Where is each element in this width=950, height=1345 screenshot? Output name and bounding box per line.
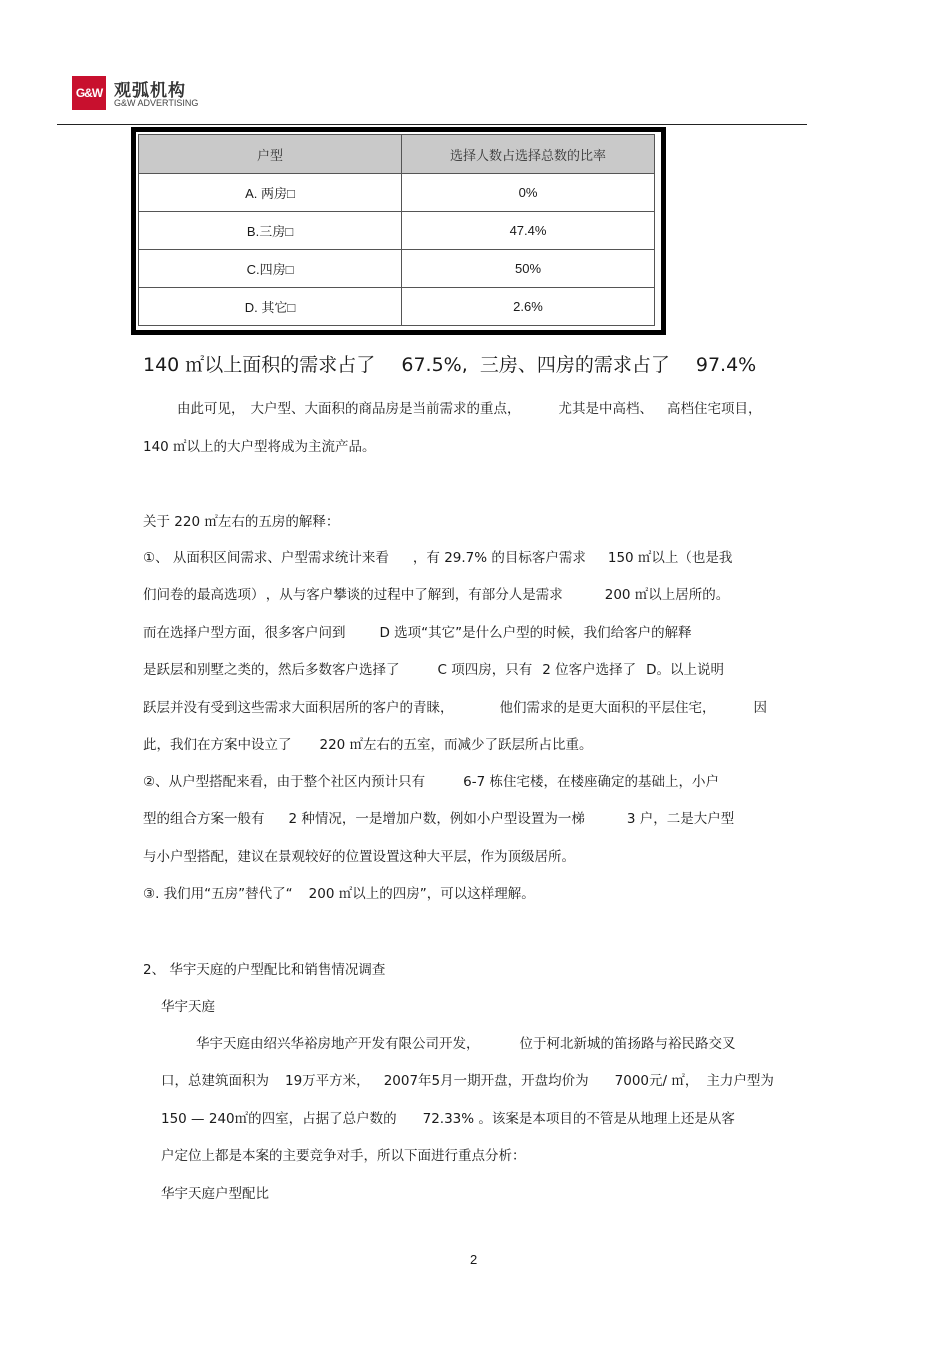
paragraph-line: 140 ㎡以上的大户型将成为主流产品。 xyxy=(143,439,376,455)
cell-type: B.三房□ xyxy=(139,212,402,250)
header-logo xyxy=(72,76,272,116)
paragraph-line: 150 — 240㎡的四室，占据了总户数的 72.33% 。该案是本项目的不管是从地理上还是从客 xyxy=(161,1111,735,1127)
table-row xyxy=(139,250,655,288)
paragraph-line: ②、从户型搭配来看，由于整个社区内预计只有 6-7 栋住宅楼，在楼座确定的基础上，小户 xyxy=(143,774,719,790)
summary-headline: 140 ㎡以上面积的需求占了 67.5%, 三房、四房的需求占了 97.4% xyxy=(143,354,757,376)
paragraph-line: ③. 我们用“五房”替代了“ 200 ㎡以上的四房”，可以这样理解。 xyxy=(143,886,535,902)
paragraph-line: 此，我们在方案中设立了 220 ㎡左右的五室，而减少了跃层所占比重。 xyxy=(143,737,593,753)
table-row xyxy=(139,288,655,326)
header-ratio: 选择人数占选择总数的比率 xyxy=(402,135,655,174)
paragraph-line: 而在选择户型方面，很多客户问到 D 选项“其它”是什么户型的时候，我们给客户的解释 xyxy=(143,625,692,641)
logo-cn-text: 观弧机构 xyxy=(114,81,186,101)
unit-type-table-frame xyxy=(131,127,666,335)
paragraph-line: 是跃层和别墅之类的，然后多数客户选择了 C 项四房，只有 2 位客户选择了 D。以上说明 xyxy=(143,662,725,678)
section-heading: 关于 220 ㎡左右的五房的解释： xyxy=(143,514,340,530)
cell-type: D. 其它□ xyxy=(139,288,402,326)
paragraph-line: 户定位上都是本案的主要竞争对手，所以下面进行重点分析： xyxy=(161,1148,526,1164)
table-row xyxy=(139,212,655,250)
paragraph-line: 与小户型搭配，建议在景观较好的位置设置这种大平层，作为顶级居所。 xyxy=(143,849,575,865)
unit-type-table xyxy=(138,134,655,326)
cell-type: A. 两房□ xyxy=(139,174,402,212)
cell-ratio: 2.6% xyxy=(402,288,655,326)
logo-mark: G&W xyxy=(72,76,106,110)
subsection-heading: 华宇天庭户型配比 xyxy=(161,1186,269,1202)
table-header-row xyxy=(139,135,655,174)
cell-ratio: 0% xyxy=(402,174,655,212)
paragraph-line: 由此可见， 大户型、大面积的商品房是当前需求的重点， 尤其是中高档、 高档住宅项目， xyxy=(177,401,762,417)
header-divider xyxy=(57,124,807,125)
cell-ratio: 50% xyxy=(402,250,655,288)
cell-ratio: 47.4% xyxy=(402,212,655,250)
cell-type: C.四房□ xyxy=(139,250,402,288)
paragraph-line: 华宇天庭由绍兴华裕房地产开发有限公司开发， 位于柯北新城的笛扬路与裕民路交叉 xyxy=(196,1036,736,1052)
paragraph-line: ①、 从面积区间需求、户型需求统计来看 ，有 29.7% 的目标客户需求 150 ㎡以上（也是我 xyxy=(143,550,733,566)
paragraph-line: 口，总建筑面积为 19万平方米， 2007年5月一期开盘，开盘均价为 7000元/ ㎡， 主力户型为 xyxy=(161,1073,774,1089)
subsection-heading: 华宇天庭 xyxy=(161,999,215,1015)
table-row xyxy=(139,174,655,212)
paragraph-line: 型的组合方案一般有 2 种情况，一是增加户数，例如小户型设置为一梯 3 户，二是大户型 xyxy=(143,811,735,827)
paragraph-line: 们问卷的最高选项） ，从与客户攀谈的过程中了解到，有部分人是需求 200 ㎡以上居所的。 xyxy=(143,587,730,603)
paragraph-line: 跃层并没有受到这些需求大面积居所的客户的青睐， 他们需求的是更大面积的平层住宅， 因 xyxy=(143,700,767,716)
header-unit-type: 户型 xyxy=(139,135,402,174)
logo-en-text: G&W ADVERTISING xyxy=(114,98,199,108)
section-heading: 2、 华宇天庭的户型配比和销售情况调查 xyxy=(143,962,386,978)
page-number: 2 xyxy=(470,1252,478,1267)
